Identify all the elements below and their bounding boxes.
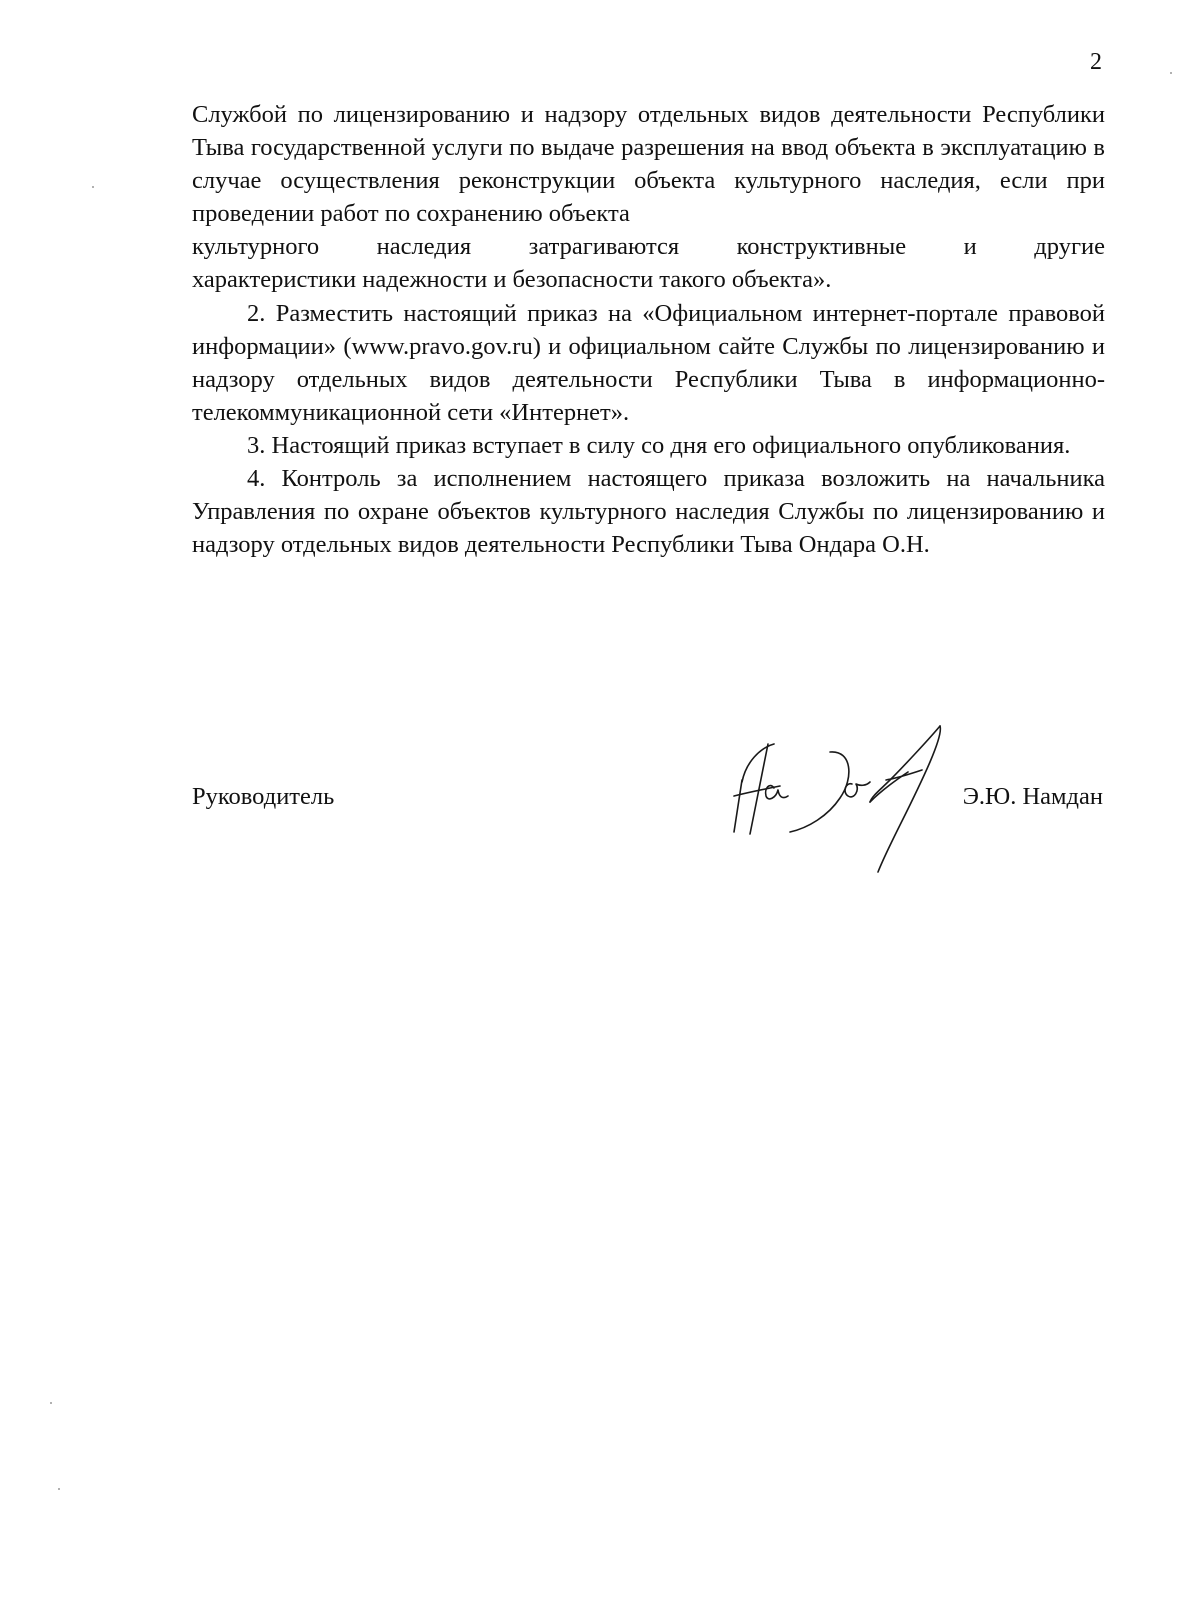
paragraph-item-2: 2. Разместить настоящий приказ на «Официальном интернет-портале правовой информации» (www.pravo.gov.ru) и официальном сайте Службы по лицензированию и надзору отдельных видов деятельности Республики Тыва в информационно-телекоммуникационной сети «Интернет». bbox=[192, 299, 1105, 426]
document-body bbox=[192, 98, 1105, 561]
spread-word: конструктивные bbox=[736, 233, 907, 261]
paragraph-item-4: 4. Контроль за исполнением настоящего приказа возложить на начальника Управления по охране объектов культурного наследия Службы по лицензированию и надзору отдельных видов деятельности Республики Тыва Ондара О.Н. bbox=[192, 465, 1105, 559]
scan-speck bbox=[1170, 72, 1172, 74]
spread-word: затрагиваются bbox=[528, 233, 680, 261]
scan-speck bbox=[50, 1402, 52, 1404]
signature-block bbox=[192, 780, 1105, 820]
spread-word: другие bbox=[1034, 233, 1105, 261]
paragraph-item-3: 3. Настоящий приказ вступает в силу со дня его официального опубликования. bbox=[247, 431, 1071, 459]
scan-speck bbox=[92, 186, 94, 188]
paragraph-continuation-end: характеристики надежности и безопасности такого объекта». bbox=[192, 266, 832, 294]
paragraph-continuation: Службой по лицензированию и надзору отдельных видов деятельности Республики Тыва государственной услуги по выдаче разрешения на ввод объекта в эксплуатацию в случае осуществления реконструкции объекта культурного наследия, если при проведении работ по сохранению объекта bbox=[192, 101, 1105, 228]
spread-word: наследия bbox=[376, 233, 472, 261]
scan-speck bbox=[58, 1488, 60, 1490]
spread-word: и bbox=[963, 233, 977, 261]
spread-word: культурного bbox=[192, 233, 320, 261]
paragraph-continuation-spread-line bbox=[192, 230, 1105, 263]
signatory-name: Э.Ю. Намдан bbox=[962, 783, 1103, 810]
page-number: 2 bbox=[1090, 49, 1102, 75]
signatory-position: Руководитель bbox=[192, 783, 335, 810]
